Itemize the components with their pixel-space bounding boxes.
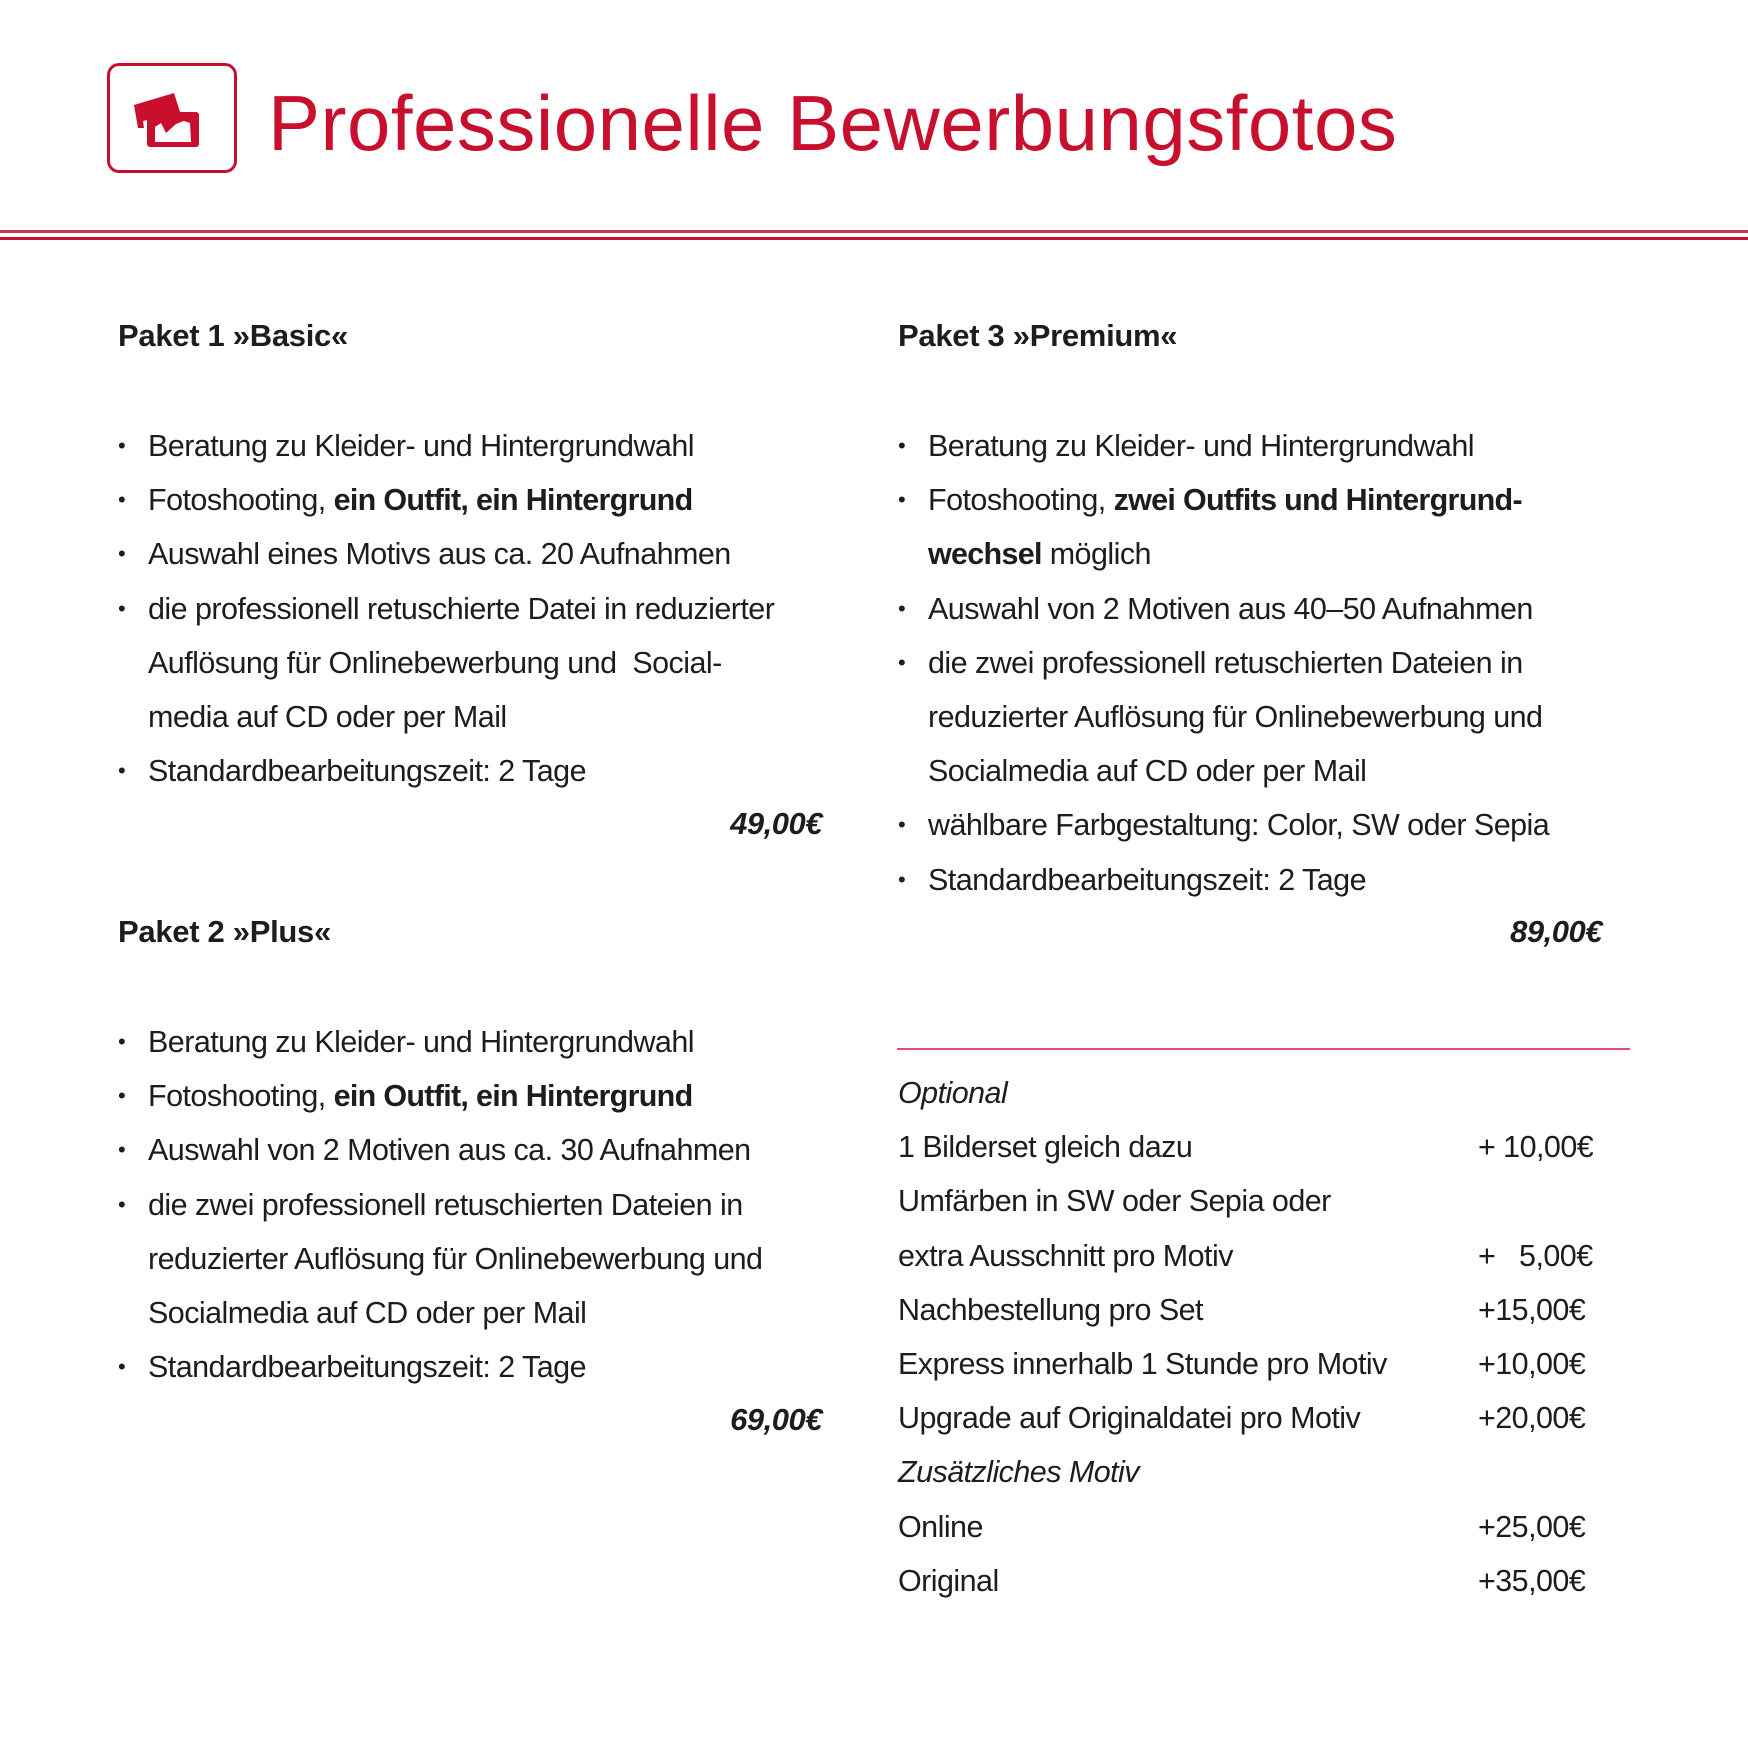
- package-3-features: [898, 419, 1549, 907]
- item-text: Standardbearbeitungszeit: 2 Tage: [148, 1350, 586, 1385]
- list-item: [898, 419, 1549, 473]
- item-text: Standardbearbeitungszeit: 2 Tage: [148, 754, 586, 789]
- list-item: [898, 473, 1549, 581]
- header-rule-top: [0, 230, 1748, 233]
- price-row: [898, 1283, 1618, 1337]
- bullet-icon: •: [118, 487, 126, 513]
- bullet-icon: •: [898, 866, 906, 892]
- package-1-title: Paket 1 »Basic«: [118, 318, 348, 353]
- item-text: Standardbearbeitungszeit: 2 Tage: [928, 862, 1366, 897]
- item-text-bold: wechsel: [928, 537, 1042, 572]
- row-label: Upgrade auf Originaldatei pro Motiv: [898, 1401, 1361, 1436]
- row-label: Express innerhalb 1 Stunde pro Motiv: [898, 1346, 1387, 1381]
- list-item: [898, 636, 1549, 799]
- package-3-title: Paket 3 »Premium«: [898, 318, 1178, 353]
- row-price: +35,00€: [1478, 1563, 1586, 1598]
- item-text-line: die zwei professionell retuschierten Dateien in: [928, 645, 1523, 680]
- item-text-bold: ein Outfit, ein Hintergrund: [333, 1079, 693, 1114]
- optional-heading: Optional: [898, 1076, 1008, 1110]
- price-row: [898, 1174, 1618, 1228]
- package-2-features: [118, 1015, 762, 1394]
- item-text-line: reduzierter Auflösung für Onlinebewerbung und: [148, 1241, 763, 1276]
- package-1-features: [118, 419, 774, 798]
- list-item: [118, 1123, 762, 1177]
- list-item: [898, 853, 1549, 907]
- row-label: Nachbestellung pro Set: [898, 1292, 1203, 1327]
- item-text: möglich: [1041, 537, 1151, 572]
- item-text: Beratung zu Kleider- und Hintergrundwahl: [928, 429, 1474, 463]
- list-item: [898, 798, 1549, 852]
- bullet-icon: •: [898, 812, 906, 838]
- item-text-line: Socialmedia auf CD oder per Mail: [928, 754, 1367, 789]
- row-label: Umfärben in SW oder Sepia oder: [898, 1184, 1331, 1219]
- item-text-bold: zwei Outfits und Hintergrund-: [1113, 483, 1522, 518]
- package-2-title: Paket 2 »Plus«: [118, 914, 331, 949]
- bullet-icon: •: [118, 1354, 126, 1380]
- bullet-icon: •: [898, 433, 906, 458]
- extra-heading-row: [898, 1445, 1618, 1499]
- item-text: Fotoshooting,: [148, 1079, 334, 1114]
- item-text: wählbare Farbgestaltung: Color, SW oder Sepia: [928, 808, 1550, 843]
- price-row: [898, 1554, 1618, 1608]
- item-text: Beratung zu Kleider- und Hintergrundwahl: [148, 1025, 694, 1059]
- row-price: +10,00€: [1478, 1346, 1586, 1381]
- bullet-icon: •: [118, 541, 126, 567]
- item-text-bold: ein Outfit, ein Hintergrund: [333, 483, 693, 518]
- row-label: Online: [898, 1509, 983, 1544]
- bullet-icon: •: [118, 1137, 126, 1163]
- item-text-line: reduzierter Auflösung für Onlinebewerbung und: [928, 700, 1543, 735]
- list-item: [118, 473, 774, 527]
- extra-motif-heading: Zusätzliches Motiv: [898, 1455, 1139, 1490]
- row-label: extra Ausschnitt pro Motiv: [898, 1238, 1233, 1273]
- bullet-icon: •: [118, 595, 126, 621]
- bullet-icon: •: [118, 1029, 126, 1054]
- item-text: Fotoshooting,: [928, 483, 1114, 518]
- package-2-price: 69,00€: [730, 1402, 822, 1437]
- item-text-line: die professionell retuschierte Datei in reduzierter: [148, 591, 775, 626]
- item-text: Auswahl von 2 Motiven aus 40–50 Aufnahmen: [928, 591, 1533, 626]
- list-item: [118, 419, 774, 473]
- optional-price-list: [898, 1066, 1618, 1608]
- price-row: [898, 1500, 1618, 1554]
- list-item: [118, 744, 774, 798]
- row-label: 1 Bilderset gleich dazu: [898, 1130, 1193, 1165]
- photos-icon: [110, 66, 234, 170]
- price-row: [898, 1391, 1618, 1445]
- item-text: Beratung zu Kleider- und Hintergrundwahl: [148, 429, 694, 463]
- list-item: [118, 582, 774, 745]
- price-row: [898, 1229, 1618, 1283]
- bullet-icon: •: [118, 1191, 126, 1217]
- row-label: Original: [898, 1563, 999, 1598]
- bullet-icon: •: [118, 433, 126, 458]
- package-3-price: 89,00€: [1510, 914, 1602, 949]
- row-price: + 5,00€: [1478, 1238, 1593, 1273]
- item-text-line: media auf CD oder per Mail: [148, 700, 507, 735]
- list-item: [898, 582, 1549, 636]
- bullet-icon: •: [898, 595, 906, 621]
- row-price: +25,00€: [1478, 1509, 1586, 1544]
- item-text: Auswahl von 2 Motiven aus ca. 30 Aufnahmen: [148, 1133, 751, 1168]
- package-1-price: 49,00€: [730, 806, 822, 841]
- item-text-line: die zwei professionell retuschierten Dateien in: [148, 1187, 743, 1222]
- optional-heading-row: [898, 1066, 1618, 1120]
- row-price: + 10,00€: [1478, 1130, 1594, 1165]
- row-price: +15,00€: [1478, 1292, 1586, 1327]
- price-row: [898, 1337, 1618, 1391]
- list-item: [118, 1069, 762, 1123]
- list-item: [118, 527, 774, 581]
- item-text-line: Auflösung für Onlinebewerbung und Social-: [148, 645, 722, 680]
- logo-photos-icon: [107, 63, 237, 173]
- item-text: Fotoshooting,: [148, 483, 334, 518]
- header-rule-bottom: [0, 237, 1748, 240]
- row-price: +20,00€: [1478, 1401, 1586, 1436]
- list-item: [118, 1015, 762, 1069]
- optional-divider: [897, 1048, 1630, 1050]
- bullet-icon: •: [118, 758, 126, 784]
- page-title: Professionelle Bewerbungsfotos: [268, 79, 1398, 167]
- bullet-icon: •: [118, 1083, 126, 1109]
- item-text-line: Socialmedia auf CD oder per Mail: [148, 1296, 587, 1331]
- item-text: Auswahl eines Motivs aus ca. 20 Aufnahmen: [148, 537, 731, 572]
- bullet-icon: •: [898, 487, 906, 513]
- list-item: [118, 1340, 762, 1394]
- bullet-icon: •: [898, 649, 906, 675]
- list-item: [118, 1178, 762, 1341]
- price-row: [898, 1120, 1618, 1174]
